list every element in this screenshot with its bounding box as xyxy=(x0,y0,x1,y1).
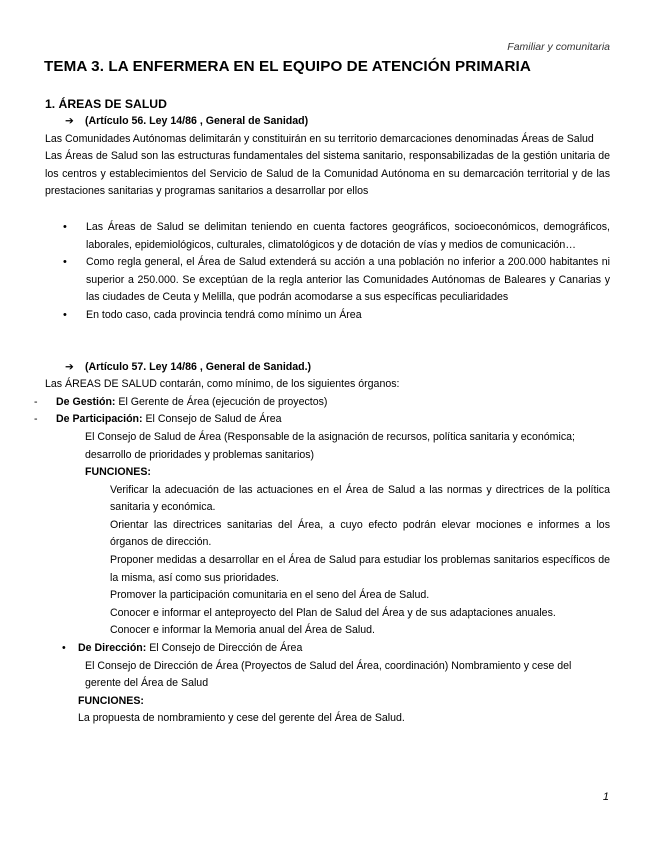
page-number: 1 xyxy=(602,791,609,803)
funcion-item: Promover la participación comunitaria en el seno del Área de Salud. xyxy=(110,589,430,602)
funciones-list xyxy=(45,482,610,640)
paragraph: Las ÁREAS DE SALUD contarán, como mínimo, de los siguientes órganos: xyxy=(45,378,400,391)
organ-label: De Dirección: xyxy=(78,642,147,655)
organ-direccion xyxy=(45,640,610,658)
article-text: (Artículo 57. Ley 14/86 , General de Sanidad.) xyxy=(85,360,312,373)
article-text: (Artículo 56. Ley 14/86 , General de Sanidad) xyxy=(85,115,309,127)
paragraph: Las Comunidades Autónomas delimitarán y constituirán en su territorio demarcaciones denominadas Áreas de Salud xyxy=(45,132,594,145)
bullet-icon: • xyxy=(63,220,67,233)
funcion-item: Proponer medidas a desarrollar en el Área de Salud para estudiar los problemas sanitarios específicos de la misma, así como sus prioridades. xyxy=(110,554,610,584)
section-heading: 1. ÁREAS DE SALUD xyxy=(45,97,167,111)
organ-description: El Consejo de Salud de Área (Responsable de la asignación de recursos, política sanitaria y económica; desarrollo de prioridades y problemas sanitarios) xyxy=(85,430,575,461)
document-body xyxy=(34,96,610,728)
funciones-label: FUNCIONES: xyxy=(85,466,151,479)
organ-text: El Consejo de Dirección de Área xyxy=(146,642,303,655)
bullet-icon: • xyxy=(63,256,67,269)
list-item-text: En todo caso, cada provincia tendrá como mínimo un Área xyxy=(86,308,362,321)
page-title: TEMA 3. LA ENFERMERA EN EL EQUIPO DE ATENCIÓN PRIMARIA xyxy=(44,58,531,75)
list-item-text: Las Áreas de Salud se delimitan teniendo en cuenta factores geográficos, socioeconómicos, demográficos, laborales, epidemiológicos, culturales, climatológicos y de dotación de vías y medios de comunicación… xyxy=(86,220,610,251)
bullet-icon: • xyxy=(63,308,67,321)
funcion-item: La propuesta de nombramiento y cese del gerente del Área de Salud. xyxy=(78,712,405,725)
list-item-text: Como regla general, el Área de Salud extenderá su acción a una población no inferior a 200.000 habitantes ni superior a 250.000. Se exceptúan de la regla anterior las Comunidades Autónomas de Baleares y Canarias y las ciudades de Ceuta y Melilla, que podrán acomodarse a sus específicas peculiaridades xyxy=(86,256,610,304)
list-item xyxy=(45,307,610,325)
bullet-icon: • xyxy=(62,642,66,655)
funcion-item: Orientar las directrices sanitarias del Área, a cuyo efecto podrán elevar mociones e informes a los órganos de dirección. xyxy=(110,518,610,549)
running-header: Familiar y comunitaria xyxy=(507,41,610,53)
organ-description: El Consejo de Dirección de Área (Proyectos de Salud del Área, coordinación) Nombramiento y cese del gerente del Área de Salud xyxy=(85,659,572,690)
organ-participacion xyxy=(34,411,610,429)
list-item xyxy=(45,254,610,307)
arrow-icon: ➔ xyxy=(65,360,74,373)
arrow-icon: ➔ xyxy=(65,115,74,127)
bullet-list xyxy=(45,219,610,325)
funciones-label: FUNCIONES: xyxy=(78,694,144,707)
paragraph: Las Áreas de Salud son las estructuras fundamentales del sistema sanitario, responsabilizadas de la gestión unitaria de los centros y establecimientos del Servicio de Salud de la Comunidad Autónoma en su demarcación territorial y de las prestaciones sanitarias y programas sanitarios a desarrollar por ellos xyxy=(45,150,610,198)
dash-icon: - xyxy=(34,413,38,426)
organ-label: De Participación: xyxy=(56,413,143,426)
article-reference xyxy=(45,359,610,377)
article-reference xyxy=(45,113,610,131)
dash-icon: - xyxy=(34,395,38,408)
organ-text: El Gerente de Área (ejecución de proyectos) xyxy=(115,395,328,408)
funcion-item: Verificar la adecuación de las actuaciones en el Área de Salud a las normas y directrices de la política sanitaria y económica. xyxy=(110,483,610,514)
organ-text: El Consejo de Salud de Área xyxy=(142,413,282,426)
funcion-item: Conocer e informar el anteproyecto del Plan de Salud del Área y de sus adaptaciones anuales. xyxy=(110,606,556,619)
funcion-item: Conocer e informar la Memoria anual del Área de Salud. xyxy=(110,624,375,637)
organ-label: De Gestión: xyxy=(56,395,116,408)
organ-gestion xyxy=(34,394,610,412)
list-item xyxy=(45,219,610,254)
